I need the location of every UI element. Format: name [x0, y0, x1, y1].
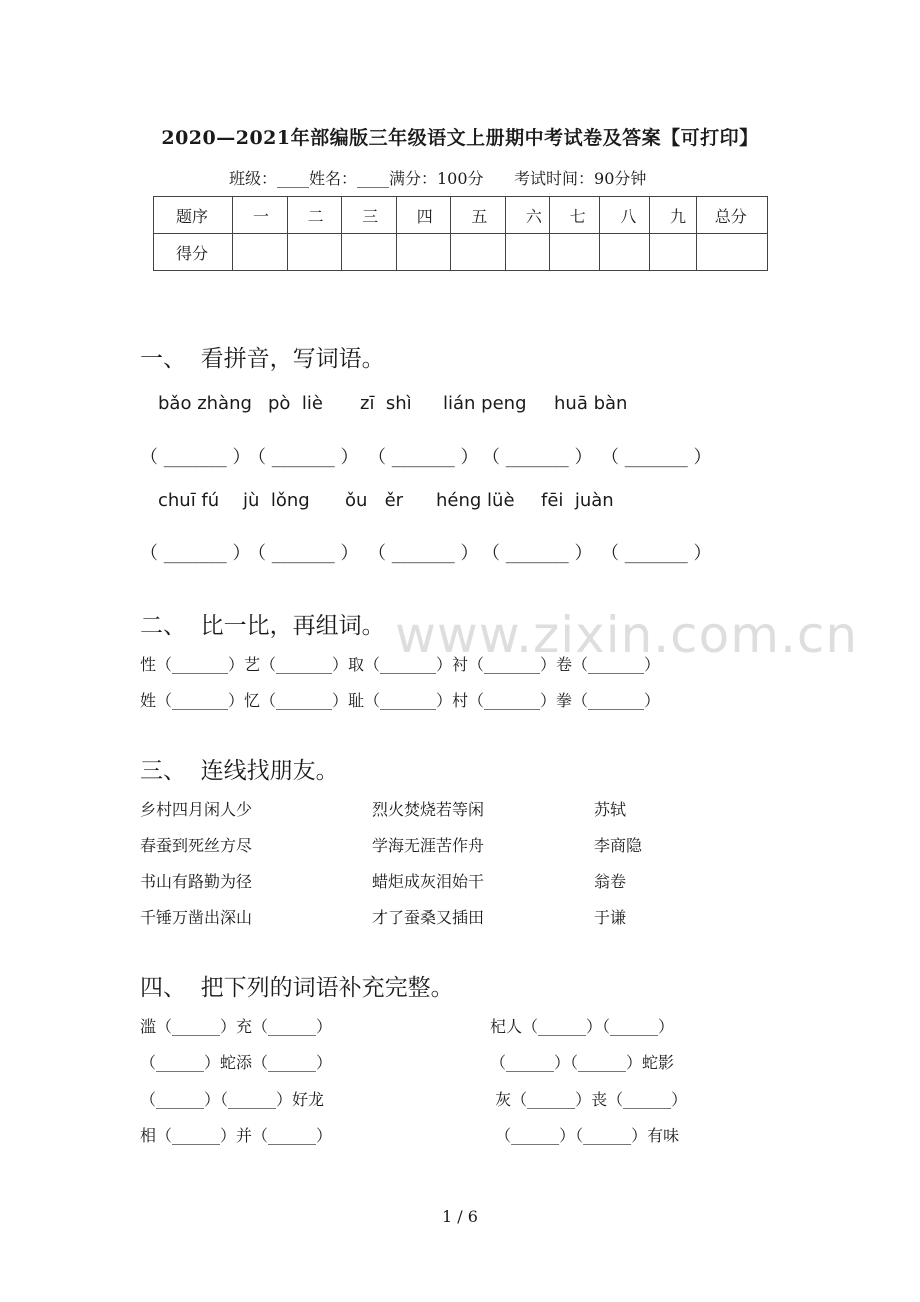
table-cell: 四: [396, 197, 451, 234]
answer-blank[interactable]: （ _______ ）: [601, 543, 712, 564]
match-right-item[interactable]: 于谦: [594, 908, 627, 927]
page-title: 2020—2021年部编版三年级语文上册期中考试卷及答案【可打印】: [161, 127, 759, 149]
exam-info: 班级：____姓名：____满分：100分 考试时间：90分钟: [229, 169, 647, 188]
table-cell[interactable]: [505, 234, 549, 271]
table-cell[interactable]: [650, 234, 697, 271]
idiom-right[interactable]: 杞人（______）（______）: [490, 1017, 675, 1036]
page-number: 1 / 6: [442, 1207, 478, 1226]
table-cell[interactable]: [451, 234, 506, 271]
pinyin-6: chuī fú: [158, 490, 220, 511]
match-middle-item[interactable]: 才了蚕桑又插田: [372, 908, 485, 927]
answer-blank[interactable]: （ _______ ）: [248, 447, 359, 468]
table-cell: 七: [549, 197, 600, 234]
table-row: [154, 234, 768, 271]
score-table: [153, 196, 768, 271]
idiom-right[interactable]: （______）（______）有味: [490, 1126, 680, 1145]
answer-blank[interactable]: （ _______ ）: [482, 447, 593, 468]
match-left-item[interactable]: 乡村四月闲人少: [140, 800, 253, 819]
match-left-item[interactable]: 千锤万凿出深山: [140, 908, 253, 927]
compare-row-2[interactable]: 姓（_______）忆（_______）耻（_______）村（_______）拳（_______）: [140, 691, 661, 710]
match-left-item[interactable]: 春蚕到死丝方尽: [140, 836, 253, 855]
section-4-title: 四、 把下列的词语补充完整。: [140, 975, 454, 1001]
table-cell: 三: [342, 197, 397, 234]
table-cell[interactable]: [233, 234, 288, 271]
match-middle-item[interactable]: 学海无涯苦作舟: [372, 836, 485, 855]
answer-blank[interactable]: （ _______ ）: [248, 543, 359, 564]
match-middle-item[interactable]: 蜡炬成灰泪始干: [372, 872, 485, 891]
answer-blank[interactable]: （ _______ ）: [140, 543, 251, 564]
idiom-right[interactable]: （______）（______）蛇影: [490, 1053, 675, 1072]
match-right-item[interactable]: 翁卷: [594, 872, 627, 891]
table-cell: 一: [233, 197, 288, 234]
pinyin-5: huā bàn: [554, 393, 628, 414]
match-right-item[interactable]: 李商隐: [594, 836, 643, 855]
watermark: www.zixin.com.cn: [395, 606, 859, 664]
table-cell: 六: [505, 197, 549, 234]
table-cell[interactable]: [696, 234, 767, 271]
answer-blank[interactable]: （ _______ ）: [482, 543, 593, 564]
section-2-title: 二、 比一比，再组词。: [140, 613, 385, 639]
answer-blank[interactable]: （ _______ ）: [368, 447, 479, 468]
match-middle-item[interactable]: 烈火焚烧若等闲: [372, 800, 485, 819]
pinyin-7: jù lǒng: [243, 490, 310, 511]
table-cell: 九: [650, 197, 697, 234]
table-cell: 题序: [154, 197, 233, 234]
idiom-right[interactable]: 灰（______）丧（______）: [490, 1090, 688, 1109]
table-cell[interactable]: [396, 234, 451, 271]
section-1-title: 一、 看拼音，写词语。: [140, 346, 385, 372]
pinyin-3: zī shì: [360, 393, 412, 414]
table-row: [154, 197, 768, 234]
table-cell: 总分: [696, 197, 767, 234]
pinyin-8: ǒu ěr: [345, 490, 404, 511]
table-cell[interactable]: [600, 234, 650, 271]
answer-blank[interactable]: （ _______ ）: [601, 447, 712, 468]
match-right-item[interactable]: 苏轼: [594, 800, 627, 819]
pinyin-10: fēi juàn: [541, 490, 614, 511]
table-cell: 八: [600, 197, 650, 234]
match-left-item[interactable]: 书山有路勤为径: [140, 872, 253, 891]
table-cell[interactable]: [342, 234, 397, 271]
pinyin-4: lián peng: [443, 393, 527, 414]
pinyin-1: bǎo zhàng: [158, 393, 252, 414]
idiom-left[interactable]: （______）蛇添（______）: [140, 1053, 333, 1072]
table-cell: 二: [287, 197, 342, 234]
pinyin-2: pò liè: [268, 393, 323, 414]
table-cell[interactable]: [549, 234, 600, 271]
idiom-left[interactable]: 相（______）并（______）: [140, 1126, 333, 1145]
section-3-title: 三、 连线找朋友。: [140, 758, 339, 784]
idiom-left[interactable]: （______）（______）好龙: [140, 1090, 325, 1109]
compare-row-1[interactable]: 性（_______）艺（_______）取（_______）衬（_______）卷（_______）: [140, 655, 661, 674]
table-cell[interactable]: [287, 234, 342, 271]
table-cell: 得分: [154, 234, 233, 271]
table-cell: 五: [451, 197, 506, 234]
pinyin-9: héng lüè: [436, 490, 515, 511]
answer-blank[interactable]: （ _______ ）: [368, 543, 479, 564]
idiom-left[interactable]: 滥（______）充（______）: [140, 1017, 333, 1036]
answer-blank[interactable]: （ _______ ）: [140, 447, 251, 468]
